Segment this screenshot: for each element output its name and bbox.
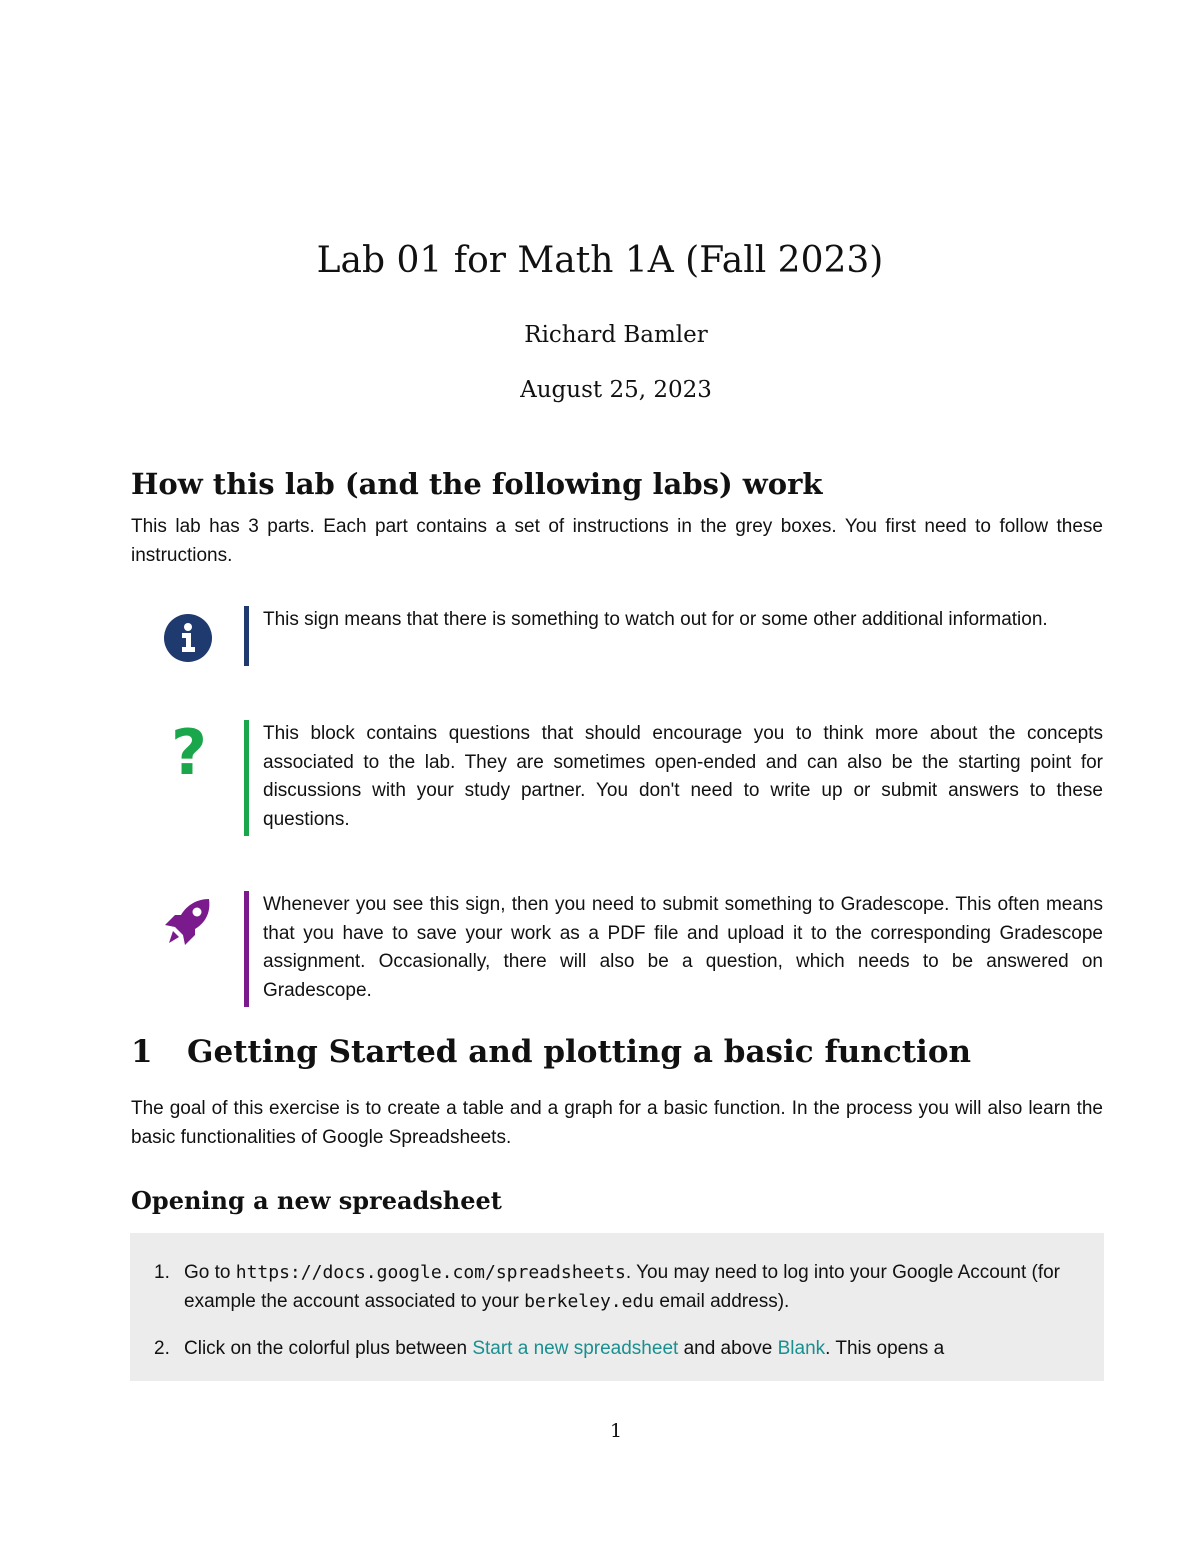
document-title: Lab 01 for Math 1A (Fall 2023)	[316, 240, 884, 281]
instructions-box	[130, 1233, 1104, 1381]
section-1-heading	[131, 1034, 971, 1070]
blank-link[interactable]: Blank	[777, 1338, 826, 1359]
instructions-list	[130, 1259, 1104, 1383]
info-text: This sign means that there is something to watch out for or some other additional information.	[263, 609, 1048, 630]
list-item: 2. Click on the colorful plus between Start a new spreadsheet and above Blank. This opens a	[154, 1338, 945, 1359]
berkeley-domain: berkeley.edu	[524, 1290, 655, 1312]
question-bar	[244, 720, 249, 836]
submit-callout	[131, 891, 1103, 1007]
submit-bar	[244, 891, 249, 1007]
start-new-spreadsheet-link[interactable]: Start a new spreadsheet	[472, 1338, 679, 1359]
author-name: Richard Bamler	[524, 322, 708, 348]
info-icon	[161, 609, 215, 663]
submit-text: Whenever you see this sign, then you need to submit something to Gradescope. This often means that you have to save your work as a PDF file and upload it to the corresponding Gradescope assignment. Occasionally, there will also be a question, which needs to be answered on Gradescope.	[263, 894, 1103, 1001]
section-1-paragraph: The goal of this exercise is to create a table and a graph for a basic function. In the process you will also learn the basic functionalities of Google Spreadsheets.	[131, 1098, 1103, 1148]
question-callout	[131, 720, 1103, 836]
how-it-works-heading: How this lab (and the following labs) work	[131, 467, 823, 501]
section-number: 1	[131, 1034, 153, 1070]
info-bar	[244, 606, 249, 666]
spreadsheets-url[interactable]: https://docs.google.com/spreadsheets	[235, 1262, 626, 1283]
info-callout	[131, 606, 1103, 666]
page-number: 1	[609, 1420, 623, 1442]
question-text: This block contains questions that should encourage you to think more about the concepts associated to the lab. They are sometimes open-ended and can also be the starting point for discussions with your study partner. You don't need to write up or submit answers to these questions.	[263, 723, 1103, 830]
rocket-icon	[161, 895, 215, 949]
opening-spreadsheet-heading: Opening a new spreadsheet	[131, 1186, 502, 1215]
intro-paragraph: This lab has 3 parts. Each part contains a set of instructions in the grey boxes. You first need to follow these instructions.	[131, 516, 1103, 566]
section-title: Getting Started and plotting a basic function	[187, 1034, 972, 1070]
document-date: August 25, 2023	[520, 377, 712, 403]
svg-text:?: ?	[171, 722, 207, 782]
list-item: 1. Go to https://docs.google.com/spreadsheets. You may need to log into your Google Account (for example the account associated to your berkeley.edu email address).	[154, 1262, 1061, 1312]
question-icon	[165, 722, 219, 782]
